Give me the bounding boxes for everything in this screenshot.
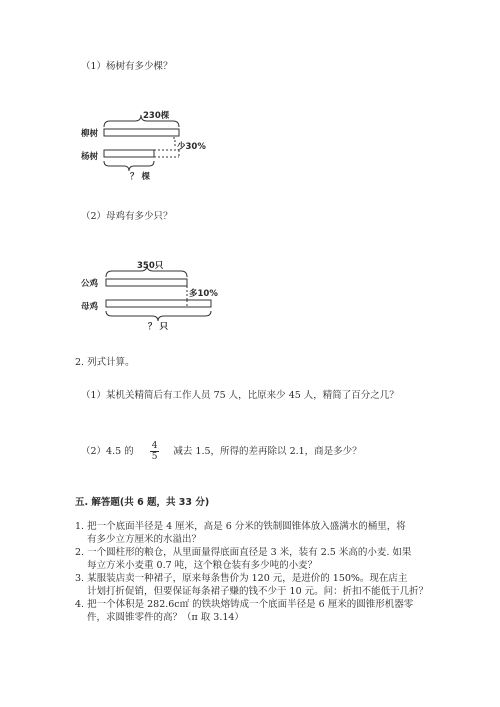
fraction [150, 441, 160, 462]
q2-rooster-bar [106, 279, 187, 286]
section2-problem-2-suffix: 减去 1.5，所得的差再除以 2.1，商是多少？ [173, 445, 362, 457]
section5-line: 4. 把一个体积是 282.6c㎡ 的铁块熔铸成一个底面半径是 6 厘米的圆锥形机器零 [75, 599, 414, 610]
q1-poplar-bar [104, 150, 154, 157]
q1-willow-bar [104, 129, 179, 136]
q2-hen-bar [106, 300, 211, 307]
q2-row2-label: 母鸡 [81, 302, 99, 312]
section5-line: 件，求圆锥零件的高？（π 取 3.14） [87, 612, 244, 623]
section5-line: 计划打折促销，但要保证每条裙子赚的钱不少于 10 元。问：折扣不能低于几折？ [87, 586, 429, 597]
q1-top-label: 230棵 [143, 111, 170, 121]
section5-line: 3. 某服装店卖一种裙子，原来每条售价为 120 元，是进价的 150%。现在店主 [75, 573, 408, 584]
q2-prompt: （2）母鸡有多少只？ [81, 211, 173, 222]
section5-line: 有多少立方厘米的水溢出？ [87, 534, 202, 545]
section2-title: 2. 列式计算。 [75, 357, 135, 368]
section2-problem-2-prefix: （2）4.5 的 [81, 445, 134, 457]
q1-bottom-label: ？ 棵 [130, 172, 150, 182]
section5-title: 五. 解答题(共 6 题，共 33 分) [75, 497, 210, 508]
section2-problem-2 [81, 441, 362, 462]
section2-problem-1: （1）某机关精简后有工作人员 75 人，比原来少 45 人，精简了百分之几？ [81, 390, 399, 401]
fraction-denominator: 5 [151, 452, 158, 462]
q2-top-label: 350只 [137, 261, 164, 271]
q2-diff-label: 多10% [189, 289, 218, 299]
section5-line: 1. 把一个底面半径是 4 厘米，高是 6 分米的铁制圆锥体放入盛满水的桶里，将 [75, 521, 406, 532]
q1-prompt: （1）杨树有多少棵？ [81, 61, 173, 72]
section5-line: 2. 一个圆柱形的粮仓，从里面量得底面直径是 3 米，装有 2.5 米高的小麦. 如果 [75, 547, 412, 558]
section5-line: 每立方米小麦重 0.7 吨，这个粮仓装有多少吨的小麦？ [87, 560, 318, 571]
q1-row2-label: 杨树 [81, 152, 99, 162]
q2-bottom-label: ？ 只 [148, 322, 168, 332]
q2-row1-label: 公鸡 [81, 279, 99, 289]
fraction-numerator: 4 [151, 441, 158, 451]
q1-diff-label: 少30% [177, 142, 206, 152]
q1-row1-label: 柳树 [81, 129, 99, 139]
